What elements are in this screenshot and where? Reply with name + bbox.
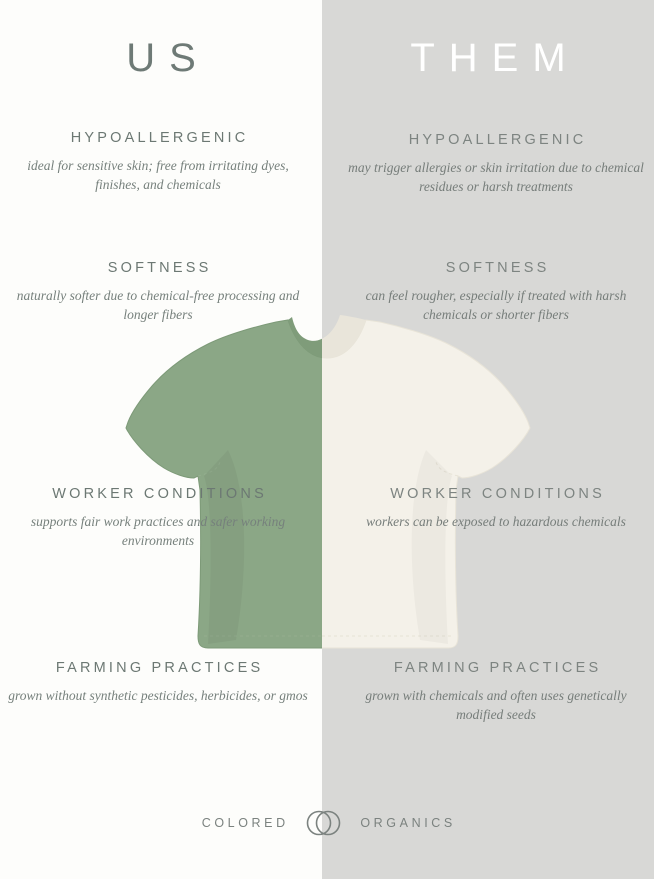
block-title: WORKER CONDITIONS <box>52 486 267 502</box>
block-description: ideal for sensitive skin; free from irritating dyes, finishes, and chemicals <box>27 158 289 192</box>
block-description: workers can be exposed to hazardous chemicals <box>366 514 626 529</box>
block-description: grown with chemicals and often uses genetically modified seeds <box>365 688 627 722</box>
block-them-softness <box>346 258 646 324</box>
header-us: US <box>126 36 210 80</box>
block-title: FARMING PRACTICES <box>393 660 602 676</box>
block-description: grown without synthetic pesticides, herbicides, or gmos <box>8 688 308 703</box>
block-title: SOFTNESS <box>107 260 212 276</box>
double-c-monogram-icon <box>303 808 343 838</box>
brand-word-colored: COLORED <box>201 816 289 830</box>
block-them-farming-practices <box>346 658 646 724</box>
block-description: naturally softer due to chemical-free processing and longer fibers <box>16 288 300 322</box>
tshirt-illustration <box>108 300 546 660</box>
block-us-worker-conditions <box>8 484 308 550</box>
brand-footer <box>0 808 654 838</box>
block-description: may trigger allergies or skin irritation due to chemical residues or harsh treatments <box>348 160 644 194</box>
block-them-worker-conditions <box>346 484 646 531</box>
block-description: supports fair work practices and safer working environments <box>30 514 286 548</box>
block-us-softness <box>8 258 308 324</box>
block-us-hypoallergenic <box>8 128 308 194</box>
block-title: SOFTNESS <box>445 260 550 276</box>
brand-word-organics: ORGANICS <box>360 816 456 830</box>
block-title: FARMING PRACTICES <box>55 660 264 676</box>
block-title: HYPOALLERGENIC <box>70 130 249 146</box>
block-description: can feel rougher, especially if treated with harsh chemicals or shorter fibers <box>365 288 627 322</box>
block-title: HYPOALLERGENIC <box>408 132 587 148</box>
header-them: THEM <box>410 36 580 80</box>
block-us-farming-practices <box>8 658 308 705</box>
block-them-hypoallergenic <box>346 130 646 196</box>
block-title: WORKER CONDITIONS <box>390 486 605 502</box>
